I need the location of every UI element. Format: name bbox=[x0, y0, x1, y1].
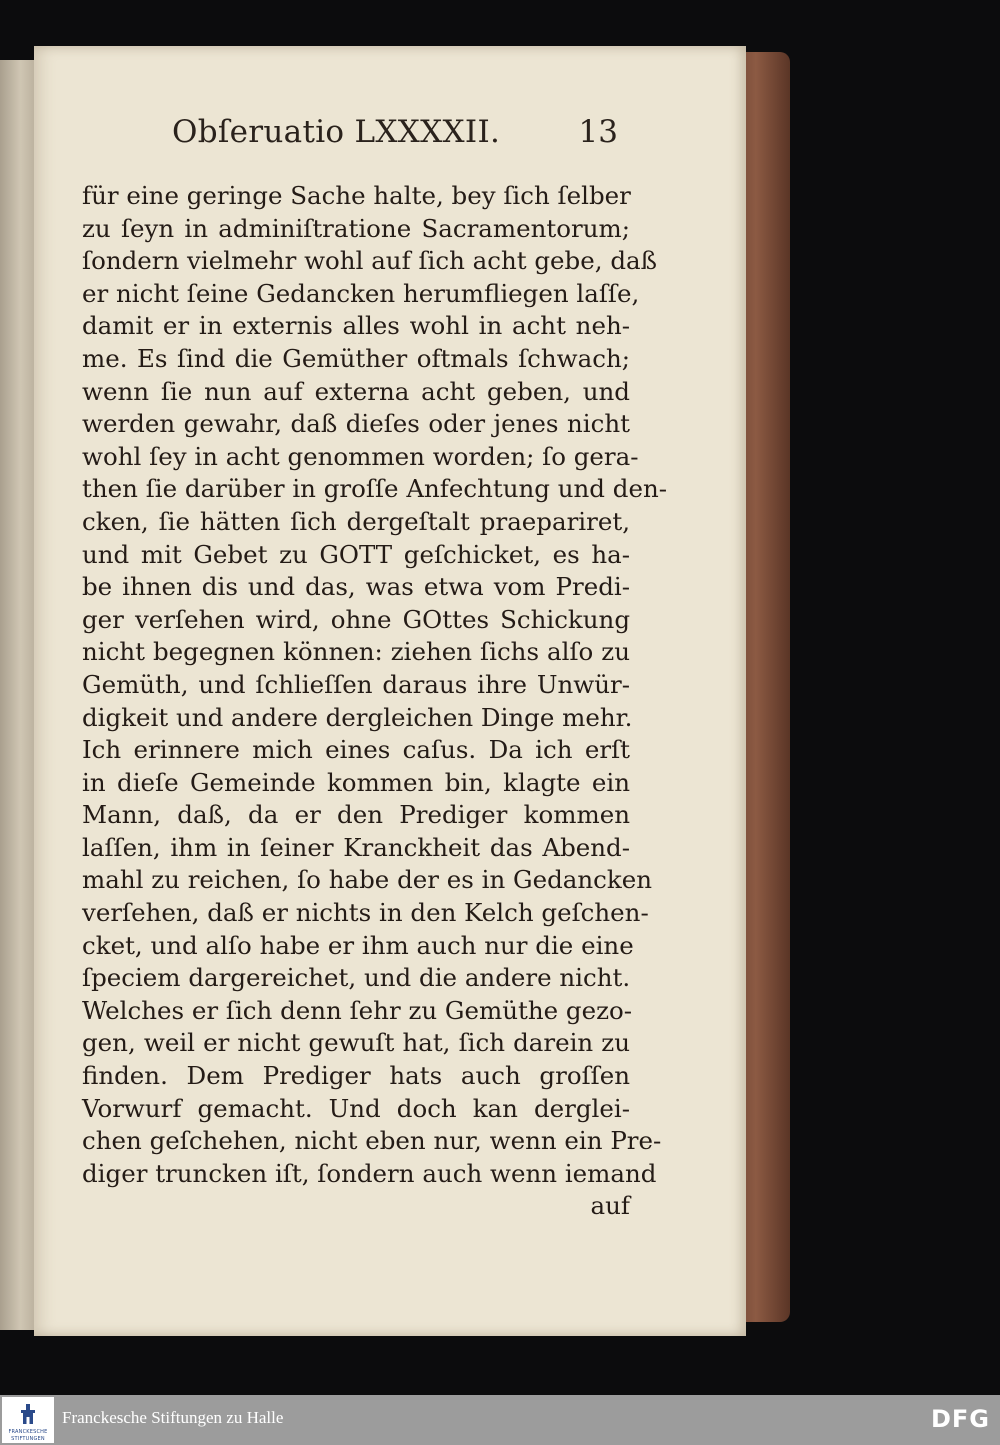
text-line: digkeit und andere dergleichen Dinge mehr. bbox=[82, 702, 633, 732]
text-line: laſſen, ihm in ſeiner Kranckheit das Abend- bbox=[82, 832, 630, 862]
text-line: be ihnen dis und das, was etwa vom Predi- bbox=[82, 572, 630, 602]
header-title: Obſeruatio LXXXXII. bbox=[172, 114, 501, 150]
text-line: verſehen, daß er nichts in den Kelch geſchen- bbox=[82, 898, 649, 928]
logo-text-1: FRANCKESCHE bbox=[8, 1429, 48, 1435]
text-line: und mit Gebet zu GOTT geſchicket, es ha- bbox=[82, 539, 630, 569]
text-line: in dieſe Gemeinde kommen bin, klagte ein bbox=[82, 767, 630, 797]
logo-text-2: STIFTUNGEN bbox=[11, 1436, 45, 1442]
institution-name[interactable]: Franckesche Stiftungen zu Halle bbox=[62, 1408, 284, 1427]
text-line: ger verſehen wird, ohne GOttes Schickung bbox=[82, 604, 630, 634]
catchword: auf bbox=[590, 1191, 630, 1221]
text-line: für eine geringe Sache halte, bey ſich ſelber bbox=[82, 181, 631, 210]
text-line: diger truncken iſt, ſondern auch wenn iemand bbox=[82, 1158, 657, 1188]
text-line: Gemüth, und ſchlieſſen daraus ihre Unwür- bbox=[82, 669, 630, 699]
text-line: ſondern vielmehr wohl auf ſich acht gebe, daß bbox=[82, 246, 657, 276]
text-line: then ſie darüber in groſſe Anfechtung und den- bbox=[82, 474, 667, 504]
text-line: me. Es ſind die Gemüther oftmals ſchwach; bbox=[82, 343, 630, 373]
footer-bar bbox=[0, 1395, 1000, 1445]
text-line: mahl zu reichen, ſo habe der es in Gedancken bbox=[82, 865, 653, 895]
text-line: wohl ſey in acht genommen worden; ſo gera- bbox=[82, 441, 639, 471]
logo-icon bbox=[16, 1402, 40, 1426]
text-line: gen, weil er nicht gewuſt hat, ſich darein zu bbox=[82, 1028, 630, 1058]
running-header bbox=[172, 114, 622, 156]
text-line: cket, und alſo habe er ihm auch nur die eine bbox=[82, 930, 634, 960]
institution-logo[interactable] bbox=[2, 1397, 54, 1443]
page-number: 13 bbox=[578, 114, 618, 150]
dfg-logo[interactable]: DFG bbox=[930, 1405, 990, 1433]
text-line: zu ſeyn in adminiſtratione Sacramentorum; bbox=[82, 213, 630, 243]
text-line: finden. Dem Prediger hats auch groſſen bbox=[82, 1061, 630, 1091]
text-line: chen geſchehen, nicht eben nur, wenn ein Pre- bbox=[82, 1126, 662, 1156]
text-line: Vorwurf gemacht. Und doch kan derglei- bbox=[82, 1093, 630, 1123]
text-line: damit er in externis alles wohl in acht neh- bbox=[82, 311, 630, 341]
text-line: Welches er ſich denn ſehr zu Gemüthe gezo- bbox=[82, 995, 633, 1025]
facing-page-edge bbox=[0, 60, 34, 1330]
text-line: er nicht ſeine Gedancken herumfliegen laſſe, bbox=[82, 278, 640, 308]
text-line: Mann, daß, da er den Prediger kommen bbox=[82, 800, 630, 830]
text-line: nicht begegnen können: ziehen ſichs alſo zu bbox=[82, 637, 630, 667]
text-line: werden gewahr, daß dieſes oder jenes nicht bbox=[82, 409, 630, 439]
body-text bbox=[82, 180, 667, 1223]
text-line: Ich erinnere mich eines caſus. Da ich erſt bbox=[82, 735, 630, 765]
text-line: cken, ſie hätten ſich dergeſtalt praepariret, bbox=[82, 506, 630, 536]
text-line: wenn ſie nun auf externa acht geben, und bbox=[82, 376, 630, 406]
text-line: ſpeciem dargereichet, und die andere nicht. bbox=[82, 963, 631, 993]
